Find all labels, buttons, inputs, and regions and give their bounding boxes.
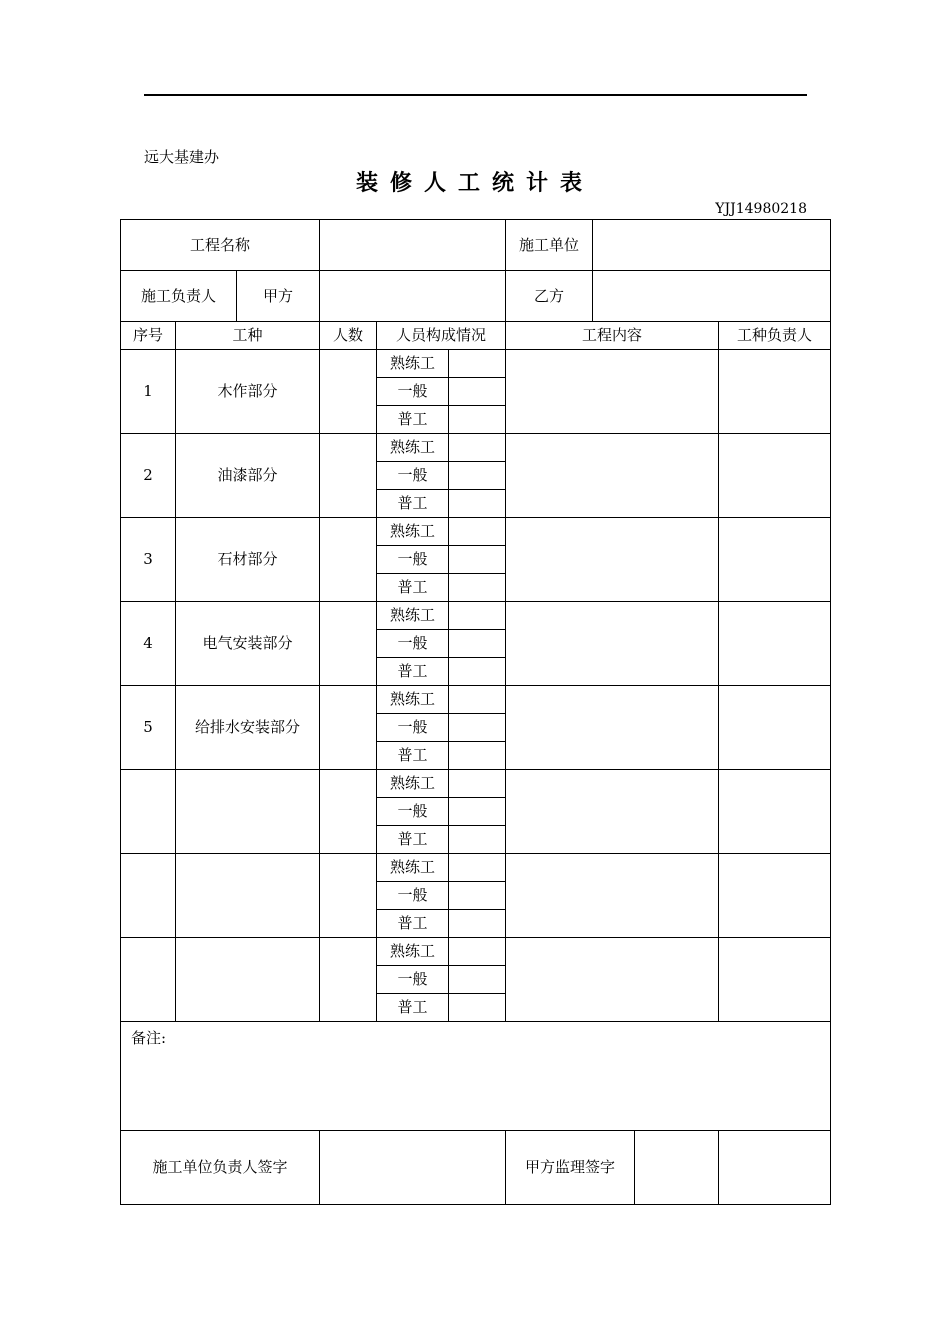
- row-trade-lead-field[interactable]: [719, 518, 831, 602]
- row-trade: 石材部分: [176, 518, 320, 602]
- worker-level-label: 普工: [377, 490, 449, 518]
- row-content-field[interactable]: [506, 518, 719, 602]
- col-composition-header: 人员构成情况: [377, 322, 506, 350]
- worker-level-label: 一般: [377, 882, 449, 910]
- col-content-header: 工程内容: [506, 322, 719, 350]
- worker-level-count-field[interactable]: [449, 826, 506, 854]
- worker-level-label: 一般: [377, 546, 449, 574]
- organization-name: 远大基建办: [144, 148, 220, 166]
- row-count-field[interactable]: [320, 602, 377, 686]
- row-trade-lead-field[interactable]: [719, 602, 831, 686]
- construction-unit-label: 施工单位: [506, 220, 593, 271]
- worker-level-count-field[interactable]: [449, 490, 506, 518]
- row-trade-lead-field[interactable]: [719, 938, 831, 1022]
- project-name-field[interactable]: [320, 220, 506, 271]
- document-code: YJJ14980218: [715, 201, 807, 217]
- worker-level-count-field[interactable]: [449, 462, 506, 490]
- row-content-field[interactable]: [506, 686, 719, 770]
- worker-level-label: 一般: [377, 798, 449, 826]
- row-seq: [121, 854, 176, 938]
- worker-level-label: 普工: [377, 574, 449, 602]
- worker-level-label: 一般: [377, 966, 449, 994]
- remarks-cell[interactable]: [121, 1022, 831, 1131]
- worker-level-label: 普工: [377, 910, 449, 938]
- row-seq: [121, 938, 176, 1022]
- party-b-label: 乙方: [506, 271, 593, 322]
- row-trade: [176, 854, 320, 938]
- row-count-field[interactable]: [320, 770, 377, 854]
- construction-unit-field[interactable]: [593, 220, 831, 271]
- worker-level-count-field[interactable]: [449, 742, 506, 770]
- worker-level-count-field[interactable]: [449, 546, 506, 574]
- worker-level-count-field[interactable]: [449, 630, 506, 658]
- row-trade-lead-field[interactable]: [719, 350, 831, 434]
- worker-level-count-field[interactable]: [449, 602, 506, 630]
- worker-level-label: 熟练工: [377, 350, 449, 378]
- worker-level-label: 一般: [377, 630, 449, 658]
- unit-lead-sign-label: 施工单位负责人签字: [121, 1131, 320, 1205]
- worker-level-count-field[interactable]: [449, 434, 506, 462]
- worker-level-label: 普工: [377, 994, 449, 1022]
- party-a-sign-label: 甲方监理签字: [506, 1131, 635, 1204]
- row-trade: 给排水安装部分: [176, 686, 320, 770]
- row-count-field[interactable]: [320, 434, 377, 518]
- worker-level-label: 熟练工: [377, 518, 449, 546]
- row-seq: 3: [121, 518, 176, 602]
- worker-level-count-field[interactable]: [449, 378, 506, 406]
- row-count-field[interactable]: [320, 854, 377, 938]
- worker-level-count-field[interactable]: [449, 350, 506, 378]
- row-trade-lead-field[interactable]: [719, 434, 831, 518]
- row-seq: 2: [121, 434, 176, 518]
- worker-level-count-field[interactable]: [449, 686, 506, 714]
- row-seq: 5: [121, 686, 176, 770]
- row-content-field[interactable]: [506, 854, 719, 938]
- worker-level-label: 普工: [377, 742, 449, 770]
- row-count-field[interactable]: [320, 938, 377, 1022]
- col-count-header: 人数: [320, 322, 377, 350]
- worker-level-count-field[interactable]: [449, 994, 506, 1022]
- col-trade-header: 工种: [176, 322, 320, 350]
- row-seq: 1: [121, 350, 176, 434]
- worker-level-label: 熟练工: [377, 434, 449, 462]
- row-seq: [121, 770, 176, 854]
- row-content-field[interactable]: [506, 938, 719, 1022]
- worker-level-count-field[interactable]: [449, 406, 506, 434]
- worker-level-count-field[interactable]: [449, 770, 506, 798]
- worker-level-label: 熟练工: [377, 938, 449, 966]
- worker-level-count-field[interactable]: [449, 574, 506, 602]
- row-count-field[interactable]: [320, 350, 377, 434]
- labor-statistics-table: [120, 219, 831, 1205]
- row-trade: 电气安装部分: [176, 602, 320, 686]
- worker-level-count-field[interactable]: [449, 518, 506, 546]
- remarks-label: 备注:: [131, 1029, 167, 1047]
- party-a-sign-field-left[interactable]: [635, 1131, 718, 1204]
- worker-level-count-field[interactable]: [449, 882, 506, 910]
- row-content-field[interactable]: [506, 602, 719, 686]
- row-trade-lead-field[interactable]: [719, 770, 831, 854]
- worker-level-label: 普工: [377, 826, 449, 854]
- row-trade: 木作部分: [176, 350, 320, 434]
- party-a-sign-field[interactable]: [719, 1131, 831, 1205]
- worker-level-label: 一般: [377, 378, 449, 406]
- col-trade-lead-header: 工种负责人: [719, 322, 831, 350]
- row-trade-lead-field[interactable]: [719, 854, 831, 938]
- row-seq: 4: [121, 602, 176, 686]
- row-trade-lead-field[interactable]: [719, 686, 831, 770]
- row-count-field[interactable]: [320, 686, 377, 770]
- unit-lead-sign-field[interactable]: [320, 1131, 506, 1205]
- row-trade: [176, 938, 320, 1022]
- header-rule: [144, 94, 807, 96]
- worker-level-count-field[interactable]: [449, 714, 506, 742]
- party-a-field[interactable]: [320, 271, 506, 322]
- form-title: 装修人工统计表: [355, 171, 594, 196]
- party-b-field[interactable]: [593, 271, 831, 322]
- worker-level-label: 熟练工: [377, 686, 449, 714]
- project-name-label: 工程名称: [121, 220, 320, 271]
- worker-level-label: 熟练工: [377, 770, 449, 798]
- worker-level-count-field[interactable]: [449, 658, 506, 686]
- worker-level-label: 一般: [377, 714, 449, 742]
- construction-lead-label: 施工负责人: [121, 271, 237, 321]
- row-content-field[interactable]: [506, 350, 719, 434]
- row-count-field[interactable]: [320, 518, 377, 602]
- worker-level-count-field[interactable]: [449, 938, 506, 966]
- worker-level-count-field[interactable]: [449, 910, 506, 938]
- party-a-label: 甲方: [263, 286, 294, 305]
- row-content-field[interactable]: [506, 770, 719, 854]
- worker-level-label: 一般: [377, 462, 449, 490]
- row-trade: [176, 770, 320, 854]
- worker-level-label: 普工: [377, 406, 449, 434]
- worker-level-count-field[interactable]: [449, 966, 506, 994]
- worker-level-label: 普工: [377, 658, 449, 686]
- worker-level-label: 熟练工: [377, 854, 449, 882]
- worker-level-count-field[interactable]: [449, 854, 506, 882]
- col-seq-header: 序号: [121, 322, 176, 350]
- row-content-field[interactable]: [506, 434, 719, 518]
- worker-level-count-field[interactable]: [449, 798, 506, 826]
- worker-level-label: 熟练工: [377, 602, 449, 630]
- row-trade: 油漆部分: [176, 434, 320, 518]
